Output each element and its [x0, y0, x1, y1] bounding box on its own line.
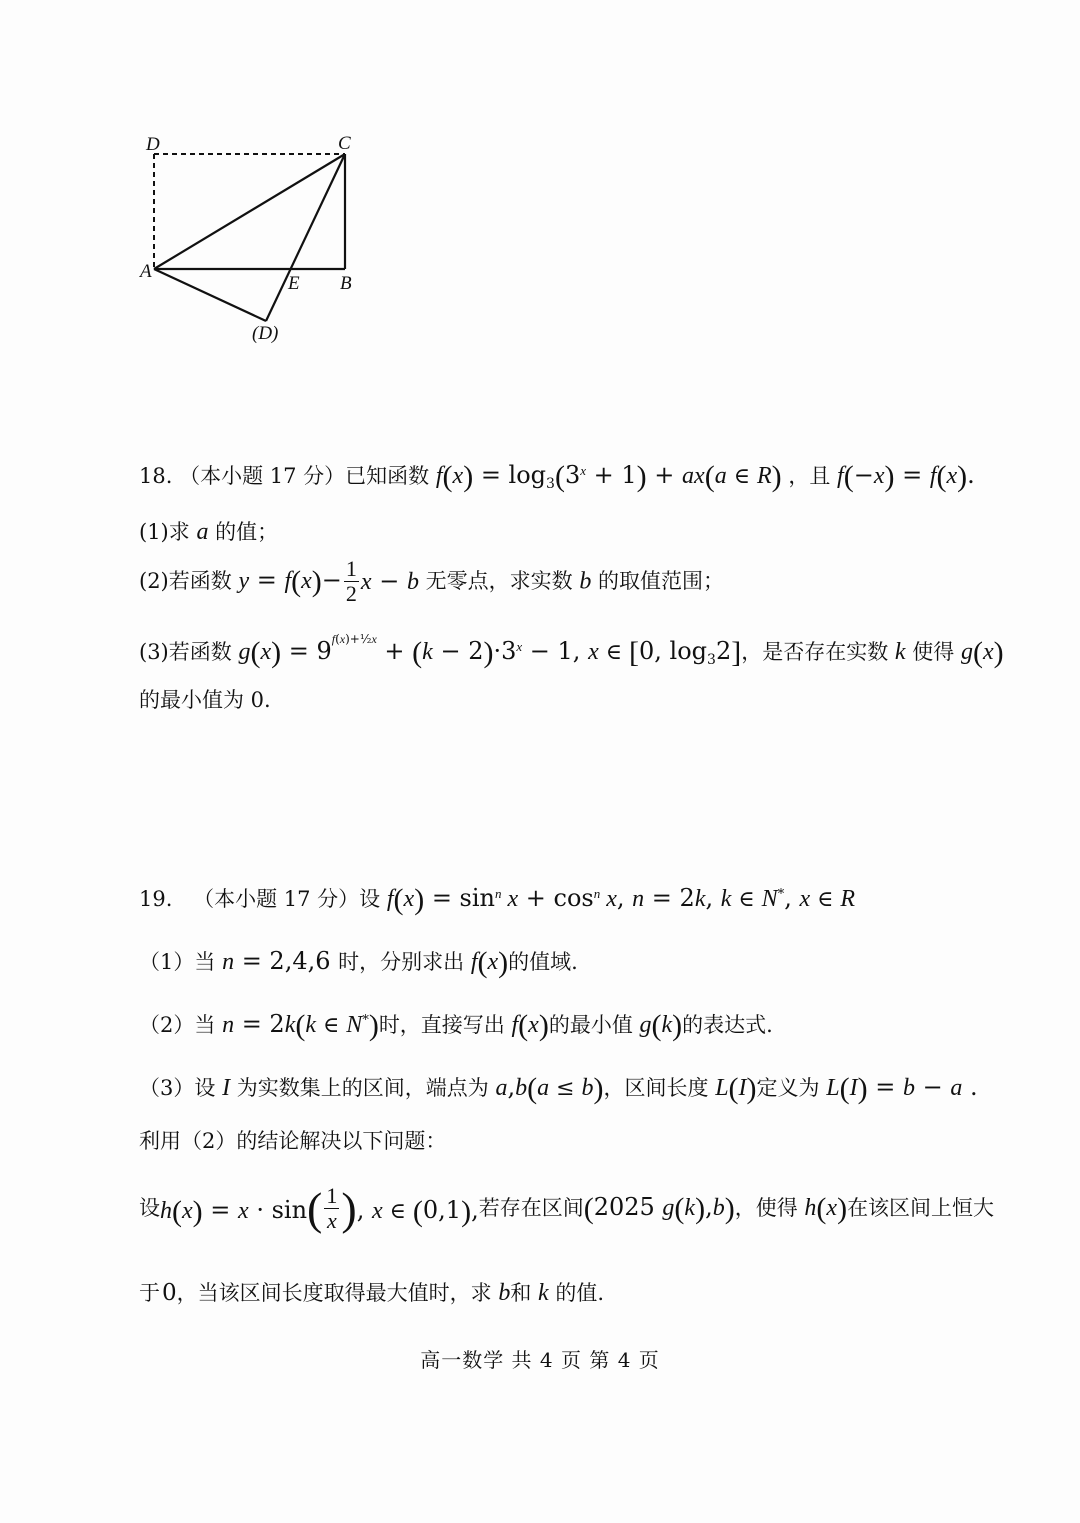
segment-AC	[154, 154, 345, 269]
q18-part2-label: (2)	[139, 569, 169, 594]
q18-score: （本小题 17 分）	[179, 464, 346, 488]
q19-part3-line2: 利用（2）的结论解决以下问题：	[139, 1129, 447, 1153]
q18-part2: (2)若函数 y = f(x)− $\frac{1}{2}$ x − b 无零点，求实数 b 的取值范围；	[139, 556, 724, 607]
label-A: A	[140, 261, 152, 282]
q18-cond-sep: ，且	[788, 464, 831, 488]
q18-part2-text-c: 的取值范围；	[598, 569, 724, 594]
q18-part3-line2: 的最小值为 0.	[139, 688, 271, 712]
q18-part1-text-b: 的值；	[215, 520, 279, 544]
q18-part1: (1)求 a 的值；	[139, 519, 279, 545]
q19-number: 19.	[139, 887, 173, 911]
q19-part3-line4-zero: 0	[162, 1280, 177, 1306]
q19-part3-line3-text-c: ，使得	[734, 1196, 798, 1221]
q18-stem: 18. （本小题 17 分）已知函数 $f(x) = \log_3(3^x + 1) + ax(a$ ∈ R) ，且 f(−x) = f(x).	[139, 460, 975, 493]
q19-part3-line4-text-d: 的值.	[555, 1281, 605, 1305]
q18-part3-text-b: ，是否存在实数	[741, 640, 889, 664]
q18-part3-label: (3)	[139, 640, 169, 664]
q18-part3: (3)若函数 $g(x) = 9^{f(x)+\frac{1}{2}x} + (k - 2)\cdot 3^x - 1$, x ∈ [0, $\log_32$]，是否存在实数 k 使得 g(x)	[139, 632, 1004, 669]
q18-number: 18.	[139, 464, 173, 488]
q19-part3-line3-text-d: 在该区间上恒大	[847, 1196, 995, 1221]
q19-part1-text-a: 当	[194, 950, 216, 974]
segment-AD	[154, 269, 266, 321]
q19-part3-line3-text-a: 设	[139, 1196, 160, 1221]
q19-part2-label: （2）	[139, 1013, 195, 1037]
fraction-one-half: $\frac{1}{2}$	[345, 556, 357, 607]
q19-part2-text-c: 的最小值	[548, 1013, 633, 1037]
q19-part3-label: （3）	[139, 1076, 195, 1100]
label-C: C	[338, 133, 351, 154]
q19-part3-line4-text-c: 和	[510, 1281, 532, 1305]
q19-intro: 设	[359, 887, 381, 911]
q19-part2-text-b: 时，直接写出	[378, 1013, 505, 1037]
q19-stem: 19. （本小题 17 分）设 $f(x) = \sin^n x + \cos^n x$, n = 2k, k ∈ N*, x ∈ R	[139, 883, 856, 916]
page-footer: 高一数学 共 4 页 第 4 页	[420, 1348, 660, 1372]
q18-part1-text-a: 求	[168, 520, 190, 544]
q18-part1-label: (1)	[139, 520, 169, 544]
label-E: E	[288, 273, 300, 294]
q19-part1-text-b: 时，分别求出	[338, 950, 465, 974]
label-B: B	[340, 273, 352, 294]
q18-part2-text-a: 若函数	[168, 569, 232, 594]
q19-part1: （1）当 n = 2,4,6 时，分别求出 f(x)的值域.	[139, 946, 578, 979]
q19-part3-line3-text-b: 若存在区间	[478, 1196, 584, 1221]
label-D-top: D	[146, 134, 160, 155]
q18-part2-text-b: 无零点，求实数	[425, 569, 573, 594]
q19-part2: （2）当 n = 2k(k ∈ N*)时，直接写出 f(x)的最小值 g(k)的表达式.	[139, 1009, 773, 1042]
q19-part3-line3: 设h(x) = x · sin( $\frac{1}{x}$ ), x ∈ (0,1),若存在区间(2025 g(k),b)，使得 h(x)在该区间上恒大	[139, 1182, 995, 1234]
geometry-figure	[130, 125, 370, 355]
q19-part3-text-b: 为实数集上的区间，端点为	[236, 1076, 489, 1100]
q19-part3-line4: 于0，当该区间长度取得最大值时，求 b和 k 的值.	[139, 1280, 605, 1306]
q19-part3-line4-text-a: 于	[139, 1281, 160, 1305]
q18-intro: 已知函数	[345, 464, 430, 488]
fraction-one-over-x: $\frac{1}{x}$	[326, 1183, 338, 1234]
q19-part2-text-d: 的表达式.	[682, 1013, 773, 1037]
q19-part3-text-a: 设	[194, 1076, 216, 1100]
q18-part3-text-a: 若函数	[168, 640, 232, 664]
q19-score: （本小题 17 分）	[193, 887, 360, 911]
q19-part1-label: （1）	[139, 950, 195, 974]
q19-part3-text-d: 定义为	[756, 1076, 820, 1100]
q19-part2-text-a: 当	[194, 1013, 216, 1037]
q19-part3: （3）设 I 为实数集上的区间，端点为 a,b(a ≤ b)，区间长度 L(I)定义为 L(I) = b − a .	[139, 1072, 978, 1105]
q19-part3-text-c: ，区间长度	[603, 1076, 709, 1100]
q19-part1-text-c: 的值域.	[508, 950, 578, 974]
q19-part3-line4-text-b: ，当该区间长度取得最大值时，求	[176, 1281, 492, 1305]
label-D-fold: (D)	[252, 323, 279, 344]
q18-part3-text-c: 使得	[912, 640, 955, 664]
